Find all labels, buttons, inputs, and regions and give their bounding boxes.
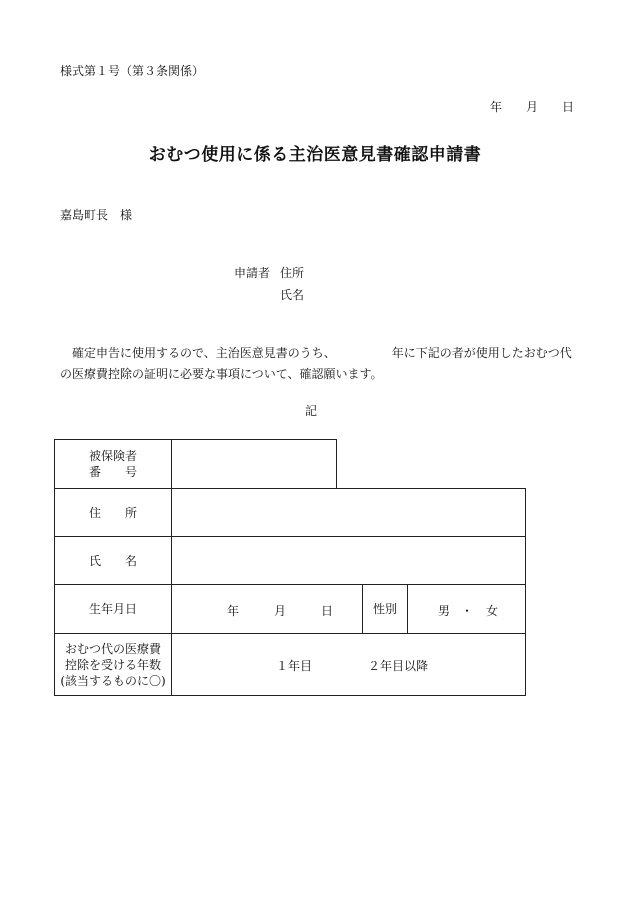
option-first-year[interactable]: １年目 [276, 659, 313, 673]
insured-number-label [54, 439, 172, 489]
deduction-years-field [171, 633, 526, 696]
applicant-name-label: 氏名 [280, 288, 305, 302]
addressee: 嘉島町長 様 [60, 208, 133, 222]
sex-female[interactable]: 女 [486, 604, 499, 618]
ki-heading: 記 [305, 404, 318, 418]
years-label-line2: 控除を受ける年数 [64, 657, 161, 672]
birth-year: 年 [227, 604, 240, 618]
insured-number-field[interactable] [171, 439, 337, 489]
applicant-address-label: 住所 [280, 266, 305, 280]
birthdate-label: 生年月日 [54, 584, 172, 634]
address-label: 住 所 [54, 488, 172, 537]
date-line [490, 98, 574, 115]
deduction-years-label [54, 633, 172, 696]
name-field[interactable] [171, 536, 526, 585]
sex-label: 性別 [362, 584, 408, 634]
applicant-address-line [234, 264, 304, 281]
sex-male[interactable]: 男 [438, 604, 451, 618]
years-label-line3: (該当するものに〇) [60, 673, 166, 688]
option-second-year[interactable]: ２年目以降 [368, 659, 429, 673]
sex-separator: ・ [461, 604, 474, 618]
birthdate-field[interactable] [171, 584, 363, 634]
page-title: おむつ使用に係る主治医意見書確認申請書 [148, 145, 482, 165]
request-body [60, 343, 580, 385]
birth-month: 月 [274, 604, 287, 618]
birth-day: 日 [321, 604, 334, 618]
date-year: 年 [490, 100, 503, 114]
sex-field[interactable] [407, 584, 526, 634]
name-label: 氏 名 [54, 536, 172, 585]
applicant-label: 申請者 [234, 266, 271, 280]
address-field[interactable] [171, 488, 526, 537]
insured-label-line2: 番 号 [88, 465, 137, 479]
years-label-line1: おむつ代の医療費 [64, 641, 161, 656]
form-number: 様式第１号（第３条関係） [60, 64, 205, 78]
body-text-before: 確定申告に使用するので、主治医意見書のうち、 [72, 346, 336, 360]
date-month: 月 [526, 100, 539, 114]
date-day: 日 [562, 100, 575, 114]
insured-label-line1: 被保険者 [88, 449, 137, 463]
body-text-after: 年に下記の者が使用したおむつ代の医療費控除の証明に必要な事項について、確認願います。 [60, 346, 572, 381]
